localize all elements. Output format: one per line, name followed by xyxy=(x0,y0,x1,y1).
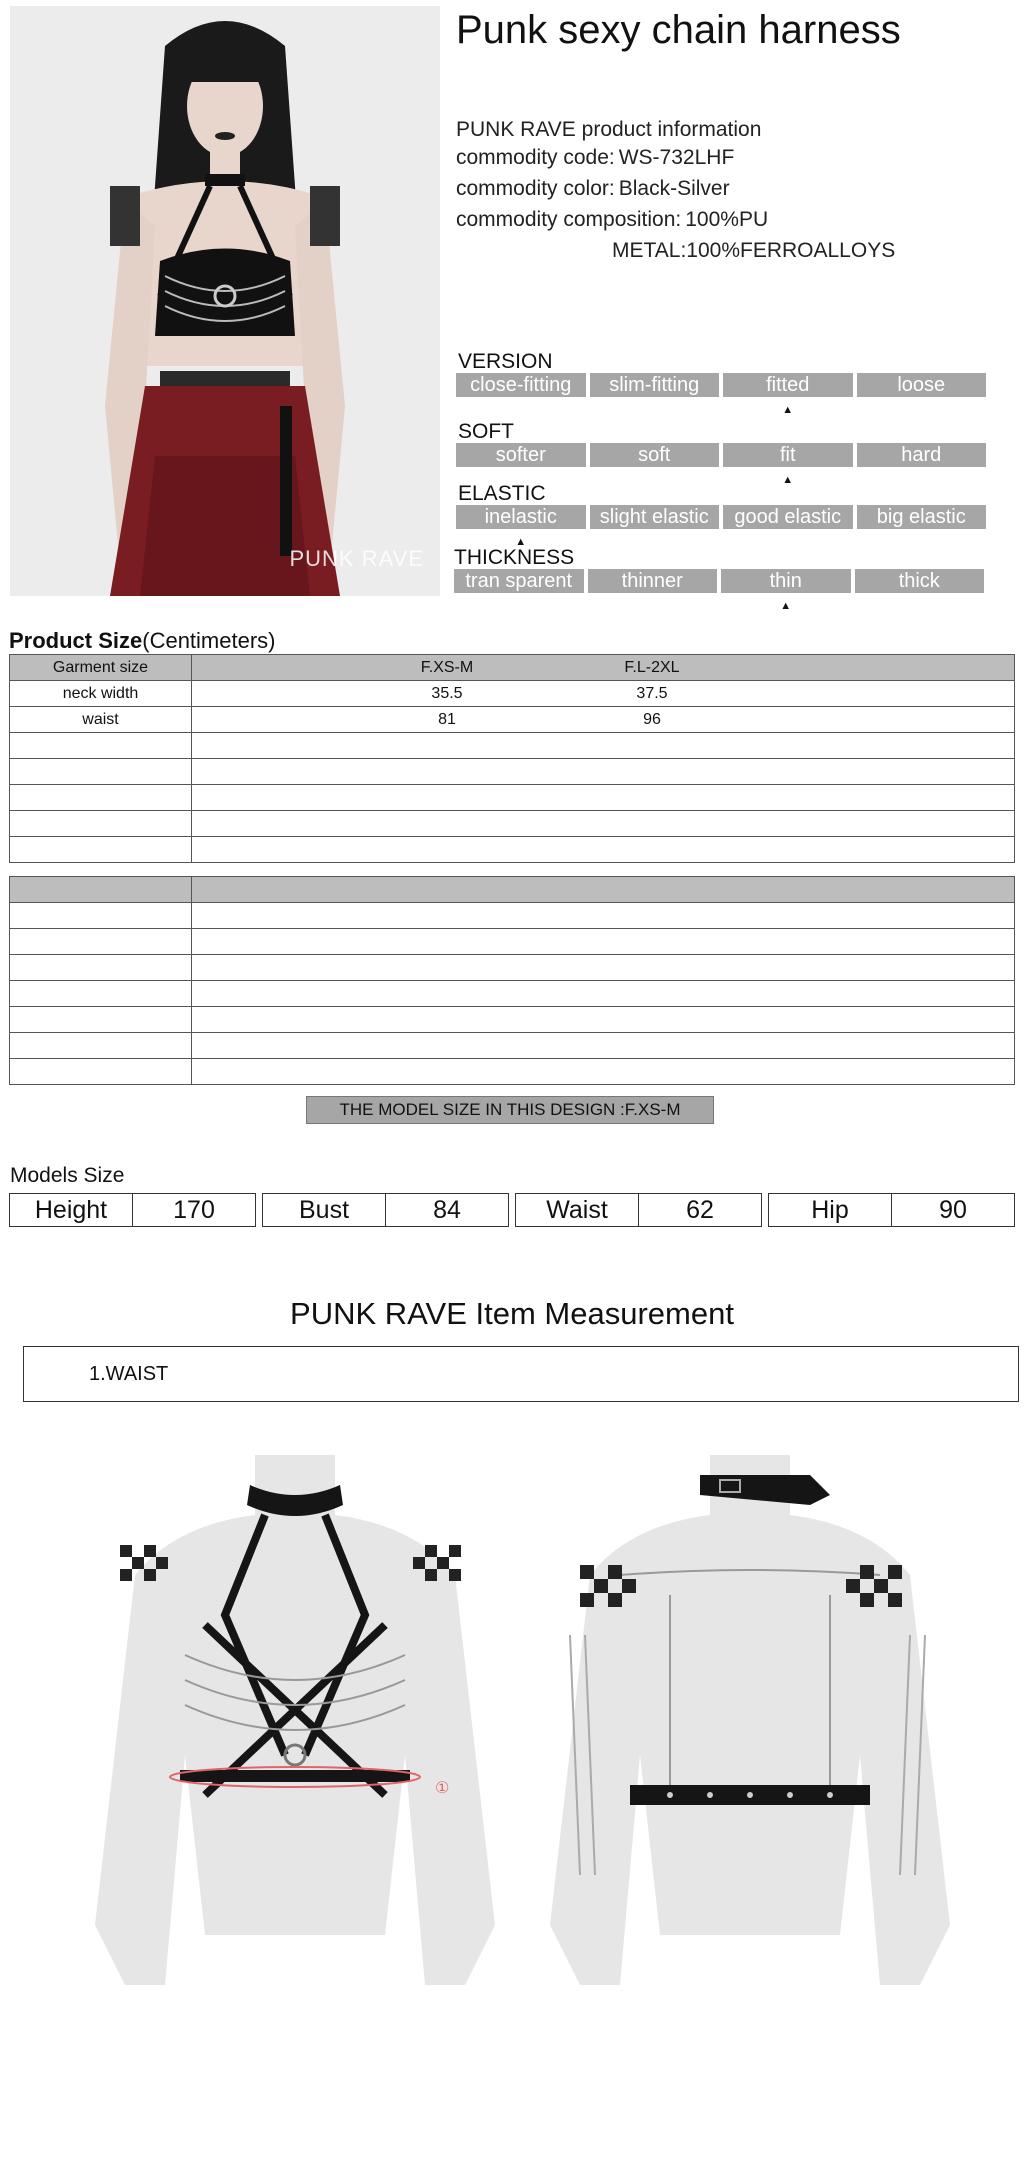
row-label: neck width xyxy=(10,681,192,707)
model-size-note: THE MODEL SIZE IN THIS DESIGN :F.XS-M xyxy=(306,1096,714,1124)
measure-label: Hip xyxy=(811,1196,849,1224)
rating-option-selected: fitted ▲ xyxy=(723,373,853,397)
info-heading: PUNK RAVE product information xyxy=(456,118,762,141)
rating-option: good elastic xyxy=(723,505,853,529)
rating-option: softer xyxy=(456,443,586,467)
commodity-color xyxy=(456,177,730,201)
rating-option-selected: inelastic ▲ xyxy=(456,505,586,529)
row-value: 37.5 xyxy=(636,684,668,702)
size-table-heading xyxy=(9,628,276,654)
color-value: Black-Silver xyxy=(618,177,730,200)
rating-option: tran sparent xyxy=(454,569,584,593)
size-heading-unit: (Centimeters) xyxy=(142,628,276,653)
measurement-item: 1.WAIST xyxy=(89,1363,169,1385)
table-row-empty xyxy=(10,955,1015,981)
table-row-empty xyxy=(10,981,1015,1007)
rating-option: thinner xyxy=(588,569,718,593)
rating-row-thickness xyxy=(454,569,984,593)
rating-option: slim-fitting xyxy=(590,373,720,397)
rating-option: hard xyxy=(857,443,987,467)
rating-option-selected: thin ▲ xyxy=(721,569,851,593)
size-table-header xyxy=(10,655,1015,681)
photo-watermark: PUNK RAVE xyxy=(289,546,424,571)
composition-value-2: METAL:100%FERROALLOYS xyxy=(612,239,896,262)
waist-marker: ① xyxy=(435,1780,450,1797)
table-row xyxy=(10,707,1015,733)
rating-option: big elastic xyxy=(857,505,987,529)
rating-option: thick xyxy=(855,569,985,593)
measurement-title: PUNK RAVE Item Measurement xyxy=(290,1296,734,1331)
product-title: Punk sexy chain harness xyxy=(456,8,901,52)
measurement-box xyxy=(23,1346,1019,1402)
measure-value: 84 xyxy=(385,1194,508,1226)
mannequin-front xyxy=(85,1455,505,2015)
rating-option: slight elastic xyxy=(590,505,720,529)
rating-label-soft: SOFT xyxy=(458,420,514,443)
size-heading-text: Product Size xyxy=(9,628,143,653)
rating-label-elastic: ELASTIC xyxy=(458,482,546,505)
rating-row-soft xyxy=(456,443,986,467)
size-column: F.XS-M xyxy=(420,658,474,676)
table-row-empty xyxy=(10,1007,1015,1033)
composition-value: 100%PU xyxy=(685,208,769,231)
row-value: 35.5 xyxy=(431,684,463,702)
rating-label-thickness: THICKNESS xyxy=(454,546,575,569)
table-row-empty xyxy=(10,811,1015,837)
table-row-empty xyxy=(10,1059,1015,1085)
measure-label: Waist xyxy=(546,1196,608,1224)
model-illustration xyxy=(10,6,440,596)
mannequin-front-illustration xyxy=(85,1455,505,2015)
measure-label: Height xyxy=(34,1196,108,1224)
rating-option: close-fitting xyxy=(456,373,586,397)
model-photo xyxy=(10,6,440,596)
rating-option: soft xyxy=(590,443,720,467)
model-measure-waist xyxy=(515,1193,762,1227)
table-header-empty xyxy=(10,877,1015,903)
table-row-empty xyxy=(10,759,1015,785)
row-value: 81 xyxy=(438,710,456,728)
measure-value: 90 xyxy=(891,1194,1014,1226)
garment-size-label: Garment size xyxy=(10,655,192,681)
rating-label-version: VERSION xyxy=(458,350,553,373)
rating-row-elastic xyxy=(456,505,986,529)
code-value: WS-732LHF xyxy=(618,146,735,169)
size-column: F.L-2XL xyxy=(624,658,680,676)
rating-option: loose xyxy=(857,373,987,397)
model-measure-bust xyxy=(262,1193,509,1227)
row-label: waist xyxy=(10,707,192,733)
table-row-empty xyxy=(10,837,1015,863)
row-value: 96 xyxy=(643,710,661,728)
table-row-empty xyxy=(10,1033,1015,1059)
models-size-heading: Models Size xyxy=(10,1164,125,1187)
color-label: commodity color: xyxy=(456,177,615,200)
table-row-empty xyxy=(10,785,1015,811)
code-label: commodity code: xyxy=(456,146,615,169)
size-table-secondary xyxy=(9,876,1015,1085)
composition-label: commodity composition: xyxy=(456,208,682,231)
rating-row-version xyxy=(456,373,986,397)
commodity-code xyxy=(456,146,734,170)
mannequin-back-illustration xyxy=(540,1455,960,2015)
model-measure-hip xyxy=(768,1193,1015,1227)
size-table xyxy=(9,654,1015,863)
size-columns xyxy=(192,655,1015,681)
table-row-empty xyxy=(10,929,1015,955)
model-measure-height xyxy=(9,1193,256,1227)
measure-value: 62 xyxy=(638,1194,761,1226)
measure-label: Bust xyxy=(298,1196,350,1224)
models-size-row xyxy=(9,1193,1015,1227)
table-row xyxy=(10,681,1015,707)
table-row-empty xyxy=(10,903,1015,929)
commodity-composition xyxy=(456,208,768,232)
measure-value: 170 xyxy=(132,1194,255,1226)
mannequin-back xyxy=(540,1455,960,2015)
rating-option-selected: fit ▲ xyxy=(723,443,853,467)
table-row-empty xyxy=(10,733,1015,759)
